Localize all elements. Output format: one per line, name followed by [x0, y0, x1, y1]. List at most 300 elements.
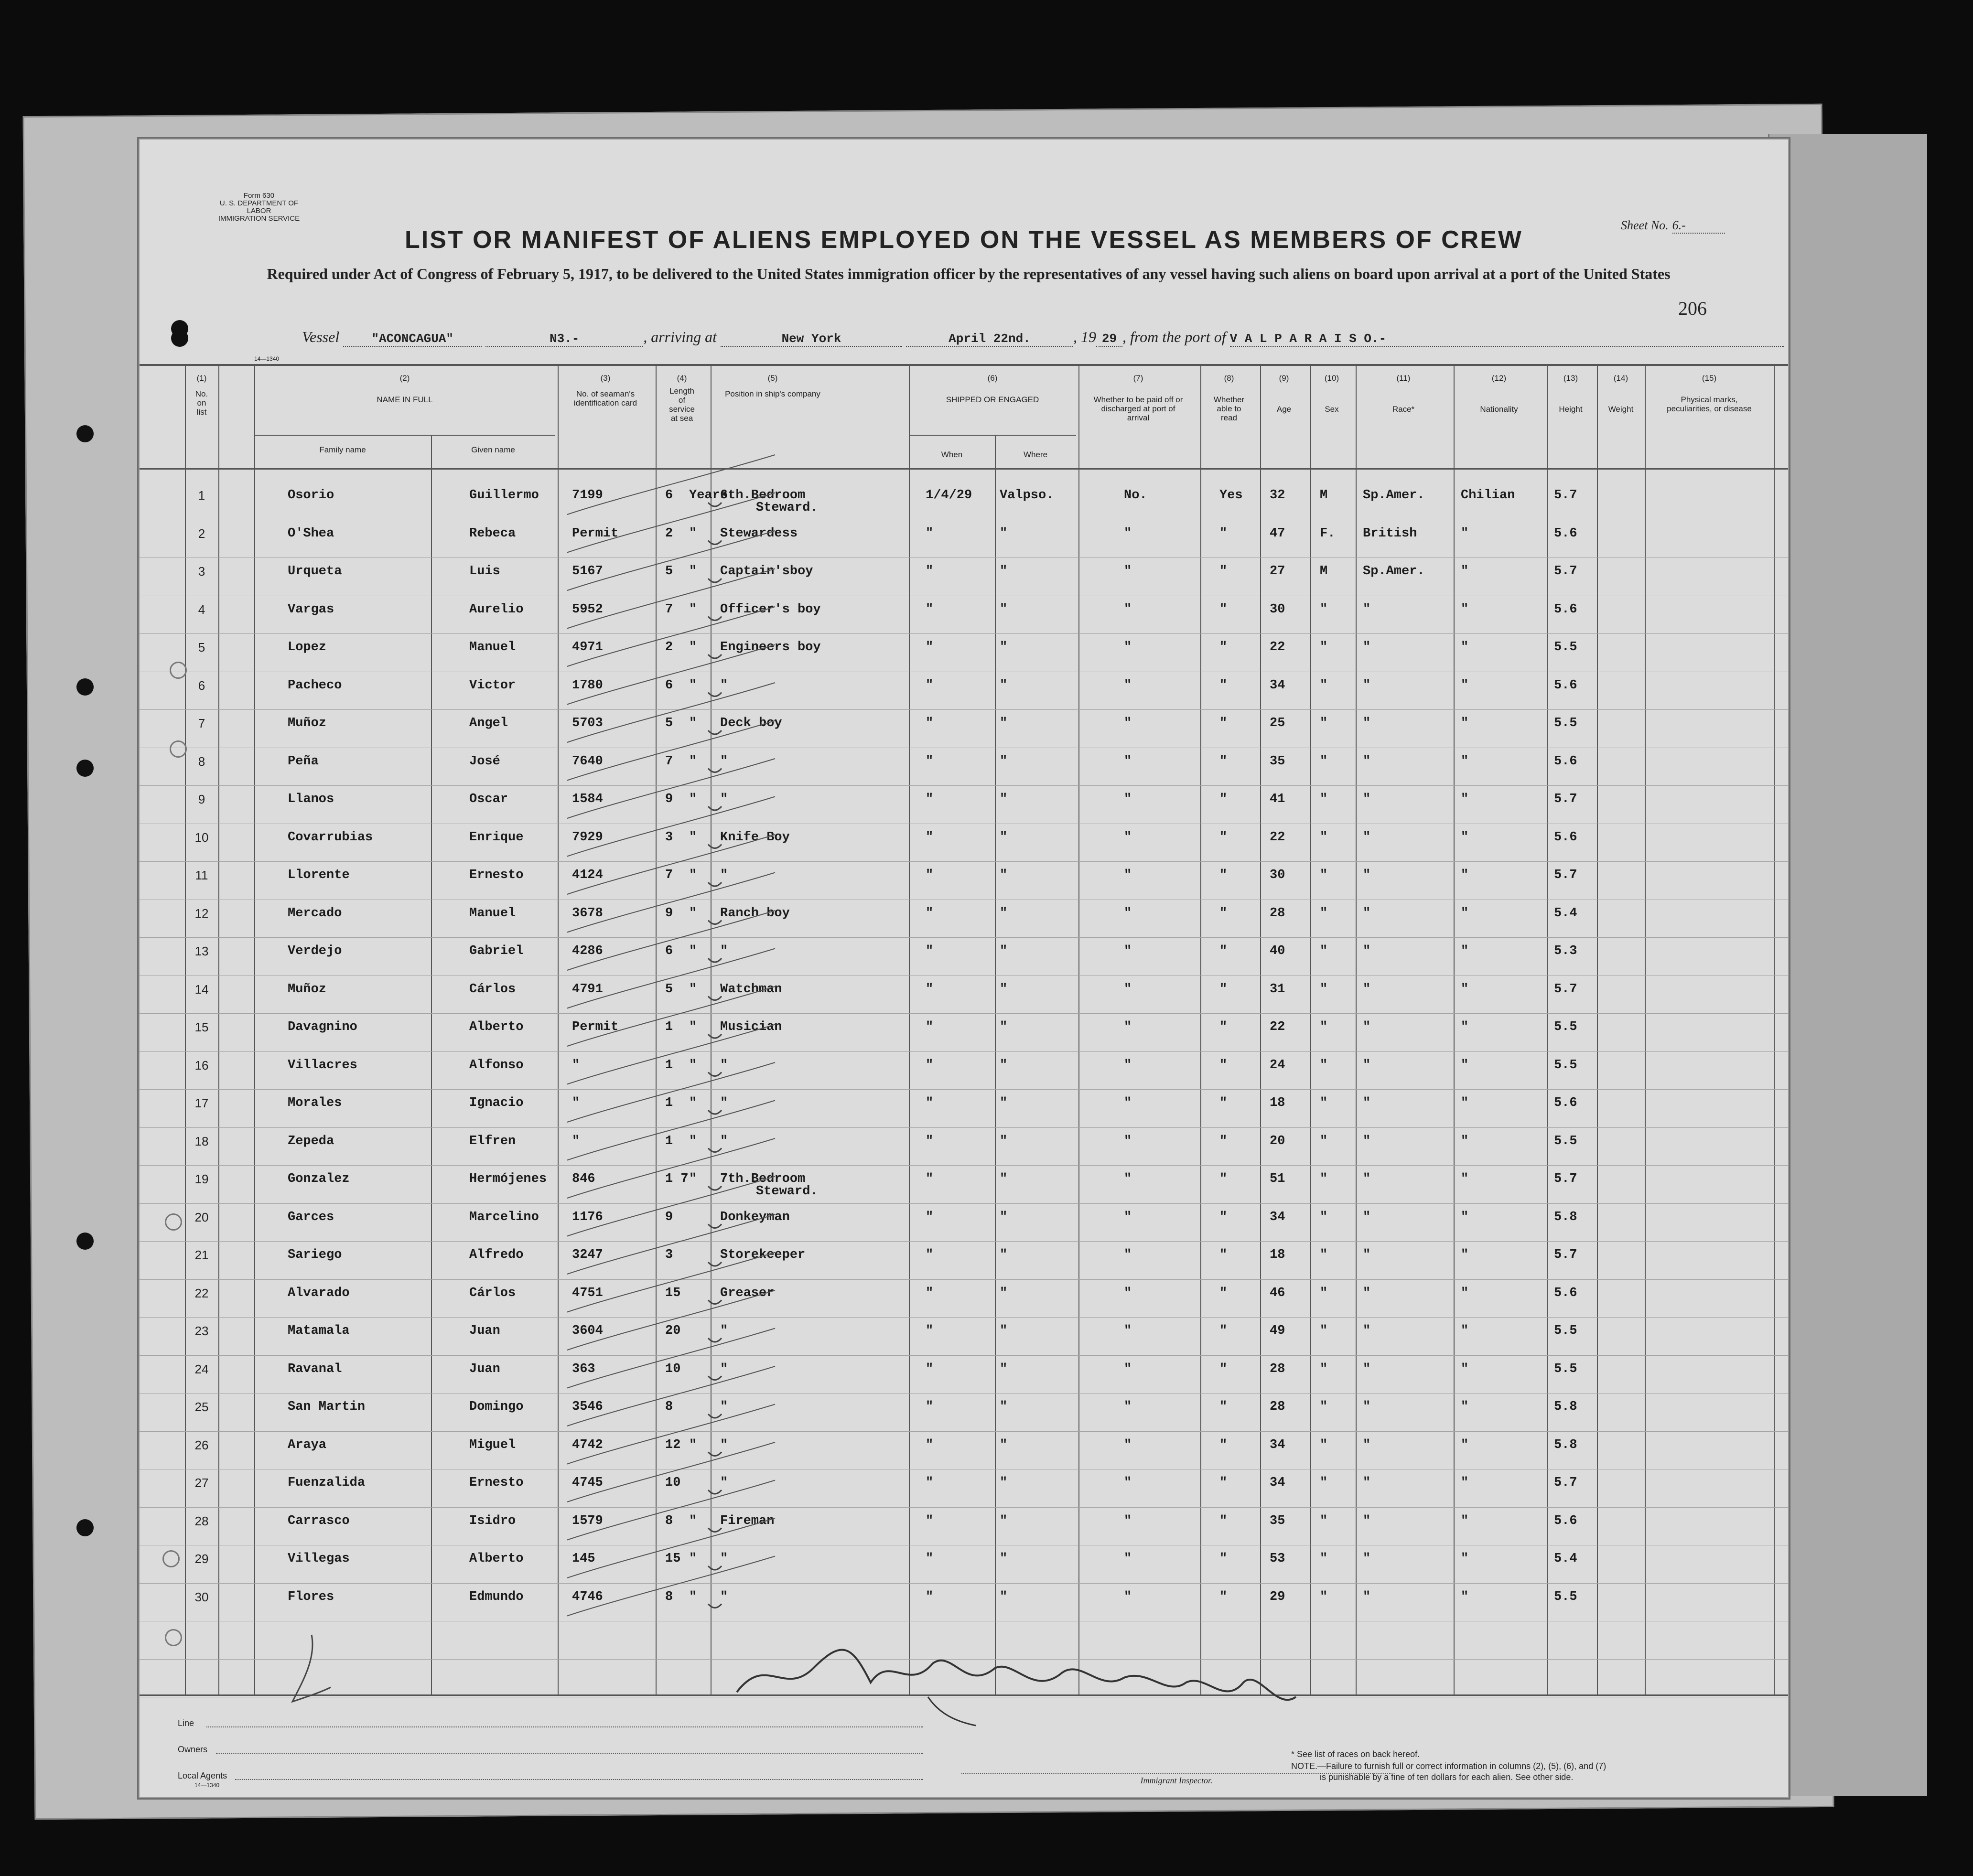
shipped-when: " [926, 868, 934, 882]
owners-field [216, 1753, 923, 1754]
shipped-when: " [926, 1400, 934, 1414]
card-number: 5703 [572, 716, 603, 730]
sex: " [1320, 640, 1328, 654]
row-number: 15 [194, 1020, 209, 1034]
paid-off: " [1124, 678, 1132, 693]
service-length: 6 [665, 944, 673, 958]
service-unit: " [689, 792, 697, 806]
inspector-signature [727, 1625, 1329, 1735]
nationality: " [1461, 1096, 1469, 1110]
age: 25 [1270, 716, 1285, 730]
height: 5.7 [1554, 1248, 1577, 1262]
service-unit: " [689, 1589, 697, 1604]
family-name: Garces [288, 1210, 334, 1224]
tick-mark [708, 1604, 722, 1608]
shipped-where: " [1000, 716, 1008, 730]
shipped-where: " [1000, 1020, 1008, 1034]
height: 5.5 [1554, 716, 1577, 730]
owners-label: Owners [178, 1745, 208, 1754]
family-name: Fuenzalida [288, 1476, 366, 1490]
given-name: Ernesto [469, 868, 524, 882]
service-unit: " [689, 1172, 697, 1186]
tick-mark [708, 769, 722, 772]
check-stroke [567, 1214, 775, 1274]
arriving-label: , arriving at [643, 328, 717, 345]
age: 49 [1270, 1324, 1285, 1338]
tick-mark [708, 1376, 722, 1380]
paid-off: " [1124, 754, 1132, 769]
check-marks [140, 139, 1788, 1797]
nationality: " [1461, 1589, 1469, 1604]
service-unit: " [689, 1513, 697, 1528]
card-number: 3678 [572, 906, 603, 921]
sex: M [1320, 564, 1328, 579]
service-length: 3 [665, 1248, 673, 1262]
check-stroke [567, 683, 775, 742]
able-to-read: " [1219, 1248, 1228, 1262]
position: Watchman [720, 982, 782, 997]
col15-number: (15) [1702, 374, 1717, 383]
age: 22 [1270, 830, 1285, 845]
race: " [1363, 944, 1371, 958]
shipped-when: " [926, 1172, 934, 1186]
row-number: 11 [195, 868, 208, 882]
height: 5.6 [1554, 1286, 1577, 1300]
col12-number: (12) [1491, 374, 1507, 383]
card-number: 5952 [572, 602, 603, 617]
able-to-read: " [1219, 1134, 1228, 1148]
paid-off: " [1124, 602, 1132, 617]
race: " [1363, 1172, 1371, 1186]
family-name: Ravanal [288, 1361, 342, 1376]
age: 28 [1270, 1400, 1285, 1414]
card-number: 1584 [572, 792, 603, 806]
check-stroke [567, 1062, 775, 1122]
col10-label: Sex [1325, 405, 1339, 414]
age: 31 [1270, 982, 1285, 997]
given-name: Gabriel [469, 944, 524, 958]
service-unit: " [689, 716, 697, 730]
height: 5.7 [1554, 1476, 1577, 1490]
family-name: Matamala [288, 1324, 350, 1338]
col7-number: (7) [1133, 374, 1143, 383]
shipped-where: " [1000, 944, 1008, 958]
height: 5.7 [1554, 488, 1577, 503]
service-length: 1 7 [665, 1172, 689, 1186]
race: " [1363, 1058, 1371, 1072]
position: Musician [720, 1020, 782, 1034]
col9-number: (9) [1279, 374, 1289, 383]
col4-number: (4) [677, 374, 687, 383]
position: " [720, 678, 728, 693]
able-to-read: " [1219, 1552, 1228, 1566]
family-name-header: Family name [319, 445, 366, 454]
age: 18 [1270, 1248, 1285, 1262]
shipped-when: " [926, 830, 934, 845]
shipped-where: " [1000, 1286, 1008, 1300]
able-to-read: " [1219, 526, 1228, 541]
service-unit: " [689, 640, 697, 654]
given-name: Juan [469, 1361, 500, 1376]
paid-off: " [1124, 1248, 1132, 1262]
able-to-read: " [1219, 1020, 1228, 1034]
shipped-when: " [926, 1286, 934, 1300]
service-length: 3 [665, 830, 673, 845]
family-name: Gonzalez [288, 1172, 350, 1186]
service-length: 7 [665, 868, 673, 882]
row-number: 23 [194, 1324, 209, 1338]
nationality: " [1461, 1172, 1469, 1186]
sex: " [1320, 1361, 1328, 1376]
row-number: 25 [194, 1400, 209, 1414]
position: Storekeeper [720, 1248, 806, 1262]
form-number: Form 630 [243, 192, 275, 200]
sex: " [1320, 1513, 1328, 1528]
page-stamp: 206 [1678, 298, 1707, 319]
shipped-where: " [1000, 1400, 1008, 1414]
card-number: 4746 [572, 1589, 603, 1604]
given-name: Alfonso [469, 1058, 524, 1072]
able-to-read: " [1219, 1513, 1228, 1528]
family-name: Villacres [288, 1058, 357, 1072]
position: " [720, 944, 728, 958]
service-length: 20 [665, 1324, 681, 1338]
position: Knife Boy [720, 830, 790, 845]
family-name: Osorio [288, 488, 334, 503]
able-to-read: " [1219, 1400, 1228, 1414]
from-port-label: , from the port of [1122, 328, 1226, 345]
tick-mark [708, 579, 722, 582]
shipped-when: " [926, 906, 934, 921]
service-length: 9 [665, 792, 673, 806]
race: " [1363, 1324, 1371, 1338]
paid-off: " [1124, 1134, 1132, 1148]
shipped-where: " [1000, 602, 1008, 617]
height: 5.6 [1554, 830, 1577, 845]
page-title: LIST OR MANIFEST OF ALIENS EMPLOYED ON THE VESSEL AS MEMBERS OF CREW [405, 226, 1523, 254]
paid-off: " [1124, 1513, 1132, 1528]
family-name: Covarrubias [288, 830, 373, 845]
position: " [720, 1058, 728, 1072]
departure-port: V A L P A R A I S O.- [1230, 332, 1784, 347]
shipped-when: " [926, 982, 934, 997]
punch-hole [76, 678, 94, 696]
given-name: Manuel [469, 640, 516, 654]
given-name: Alberto [469, 1020, 524, 1034]
race: " [1363, 830, 1371, 845]
given-name: Hermójenes [469, 1172, 547, 1186]
check-stroke [567, 759, 775, 818]
service-length: 8 [665, 1589, 673, 1604]
age: 22 [1270, 1020, 1285, 1034]
check-stroke [567, 1366, 775, 1426]
card-number: 4742 [572, 1437, 603, 1452]
inspector-label: Immigrant Inspector. [1140, 1776, 1213, 1785]
service-unit: " [689, 602, 697, 617]
height: 5.6 [1554, 678, 1577, 693]
shipped-when: " [926, 564, 934, 579]
shipped-where: " [1000, 792, 1008, 806]
arrival-year: 29 [1096, 332, 1122, 347]
height: 5.3 [1554, 944, 1577, 958]
when-header: When [941, 450, 963, 459]
position: Stewardess [720, 526, 798, 541]
tick-mark [708, 1566, 722, 1570]
check-stroke [567, 493, 775, 553]
family-name: Pacheco [288, 678, 342, 693]
shipped-where: " [1000, 1172, 1008, 1186]
height: 5.8 [1554, 1400, 1577, 1414]
shipped-when: " [926, 678, 934, 693]
shipped-where: Valpso. [1000, 488, 1054, 503]
row-number: 20 [194, 1210, 209, 1224]
given-name: Cárlos [469, 982, 516, 997]
tick-mark [708, 1300, 722, 1304]
nationality: " [1461, 1400, 1469, 1414]
shipped-when: " [926, 1437, 934, 1452]
given-name: Ignacio [469, 1096, 524, 1110]
nationality: " [1461, 830, 1469, 845]
race: " [1363, 906, 1371, 921]
age: 34 [1270, 1437, 1285, 1452]
position: " [720, 1134, 728, 1148]
tick-mark [708, 1224, 722, 1228]
tick-mark [708, 1110, 722, 1114]
col2-label: NAME IN FULL [377, 395, 433, 404]
position: Officer's boy [720, 602, 821, 617]
sex: " [1320, 944, 1328, 958]
col7-label: Whether to be paid off or discharged at port of arrival [1093, 395, 1183, 422]
paid-off: " [1124, 1361, 1132, 1376]
check-stroke [567, 1025, 775, 1084]
sex: " [1320, 1437, 1328, 1452]
tick-mark [708, 1414, 722, 1418]
service-length: 8 [665, 1400, 673, 1414]
row-number: 10 [194, 830, 209, 845]
able-to-read: " [1219, 564, 1228, 579]
paid-off: " [1124, 868, 1132, 882]
sex: M [1320, 488, 1328, 503]
height: 5.7 [1554, 1172, 1577, 1186]
nationality: " [1461, 1248, 1469, 1262]
paid-off: " [1124, 1210, 1132, 1224]
age: 30 [1270, 868, 1285, 882]
family-name: Flores [288, 1589, 334, 1604]
paid-off: " [1124, 640, 1132, 654]
service-unit: " [689, 1096, 697, 1110]
sex: " [1320, 1058, 1328, 1072]
position: " [720, 1476, 728, 1490]
shipped-where: " [1000, 564, 1008, 579]
age: 28 [1270, 906, 1285, 921]
position: " [720, 1324, 728, 1338]
col14-label: Weight [1608, 405, 1634, 414]
shipped-when: " [926, 792, 934, 806]
sex: " [1320, 716, 1328, 730]
age: 22 [1270, 640, 1285, 654]
sex: " [1320, 906, 1328, 921]
age: 18 [1270, 1096, 1285, 1110]
shipped-where: " [1000, 640, 1008, 654]
race: " [1363, 1096, 1371, 1110]
paid-off: " [1124, 944, 1132, 958]
family-name: Llanos [288, 792, 334, 806]
card-number: " [572, 1134, 580, 1148]
service-length: 7 [665, 602, 673, 617]
sex: " [1320, 830, 1328, 845]
card-number: 4286 [572, 944, 603, 958]
given-name: Domingo [469, 1400, 524, 1414]
race: " [1363, 1248, 1371, 1262]
able-to-read: " [1219, 1210, 1228, 1224]
given-name: Alfredo [469, 1248, 524, 1262]
row-number: 18 [194, 1134, 209, 1148]
given-name: Aurelio [469, 602, 524, 617]
given-name: Juan [469, 1324, 500, 1338]
age: 40 [1270, 944, 1285, 958]
col6-label: SHIPPED OR ENGAGED [946, 395, 1039, 404]
height: 5.5 [1554, 640, 1577, 654]
nationality: " [1461, 944, 1469, 958]
agents-field [235, 1779, 923, 1780]
row-number: 21 [194, 1248, 209, 1262]
service-length: 7 [665, 754, 673, 769]
nationality: " [1461, 564, 1469, 579]
service-length: 5 [665, 716, 673, 730]
race: " [1363, 1134, 1371, 1148]
vessel-label: Vessel [302, 328, 340, 345]
paid-off: " [1124, 716, 1132, 730]
service-length: 5 [665, 982, 673, 997]
position: " [720, 1437, 728, 1452]
card-number: 4971 [572, 640, 603, 654]
shipped-where: " [1000, 526, 1008, 541]
sex: " [1320, 868, 1328, 882]
given-name: Cárlos [469, 1286, 516, 1300]
punch-hole [76, 1519, 94, 1536]
nationality: " [1461, 678, 1469, 693]
paid-off: " [1124, 982, 1132, 997]
family-name: Davagnino [288, 1020, 357, 1034]
where-header: Where [1023, 450, 1048, 459]
service-length: 8 [665, 1513, 673, 1528]
card-number: 3604 [572, 1324, 603, 1338]
position: " [720, 1552, 728, 1566]
service-length: 12 [665, 1437, 681, 1452]
nationality: " [1461, 1437, 1469, 1452]
row-number: 8 [198, 754, 205, 769]
able-to-read: " [1219, 640, 1228, 654]
race: " [1363, 1400, 1371, 1414]
position: " [720, 1400, 728, 1414]
race: " [1363, 1476, 1371, 1490]
card-number: 1176 [572, 1210, 603, 1224]
punch-hole [171, 320, 188, 337]
height: 5.8 [1554, 1210, 1577, 1224]
service-length: 9 [665, 1210, 673, 1224]
service-unit: " [689, 1058, 697, 1072]
col14-number: (14) [1613, 374, 1628, 383]
vessel-name: "ACONCAGUA" [343, 332, 482, 347]
race: " [1363, 602, 1371, 617]
shipped-where: " [1000, 1513, 1008, 1528]
shipped-when: " [926, 1361, 934, 1376]
shipped-where: " [1000, 830, 1008, 845]
tick-mark [708, 997, 722, 1000]
col10-number: (10) [1324, 374, 1339, 383]
card-number: 4751 [572, 1286, 603, 1300]
sex: " [1320, 1476, 1328, 1490]
tick-mark [708, 730, 722, 734]
family-name: Araya [288, 1437, 327, 1452]
position: Captain'sboy [720, 564, 813, 579]
sex: " [1320, 678, 1328, 693]
shipped-when: " [926, 1589, 934, 1604]
height: 5.7 [1554, 564, 1577, 579]
line-label: Line [178, 1718, 194, 1728]
race: Sp.Amer. [1363, 564, 1425, 579]
paid-off: " [1124, 906, 1132, 921]
sex: " [1320, 982, 1328, 997]
age: 20 [1270, 1134, 1285, 1148]
able-to-read: " [1219, 1058, 1228, 1072]
given-name: Marcelino [469, 1210, 539, 1224]
race: " [1363, 1286, 1371, 1300]
age: 35 [1270, 754, 1285, 769]
able-to-read: " [1219, 868, 1228, 882]
service-unit: " [689, 906, 697, 921]
able-to-read: " [1219, 1437, 1228, 1452]
family-name: Verdejo [288, 944, 342, 958]
given-name: Angel [469, 716, 508, 730]
able-to-read: " [1219, 1096, 1228, 1110]
given-name: Enrique [469, 830, 524, 845]
reinforcement-ring [165, 1213, 182, 1231]
paid-off: " [1124, 1437, 1132, 1452]
shipped-when: " [926, 526, 934, 541]
able-to-read: " [1219, 1476, 1228, 1490]
tick-mark [708, 503, 722, 506]
card-number: 1579 [572, 1513, 603, 1528]
form-department: U. S. DEPARTMENT OF LABOR [219, 199, 299, 215]
shipped-when: " [926, 602, 934, 617]
service-length: 1 [665, 1096, 673, 1110]
family-name: Vargas [288, 602, 334, 617]
col3-number: (3) [600, 374, 611, 383]
height: 5.5 [1554, 1589, 1577, 1604]
paid-off: " [1124, 1552, 1132, 1566]
row-number: 6 [198, 678, 205, 693]
service-unit: " [689, 944, 697, 958]
card-number: 846 [572, 1172, 595, 1186]
shipped-when: " [926, 944, 934, 958]
col1-label: No. on list [195, 389, 208, 417]
height: 5.7 [1554, 868, 1577, 882]
agents-label: Local Agents [178, 1771, 227, 1780]
col13-number: (13) [1563, 374, 1578, 383]
card-number: 7929 [572, 830, 603, 845]
age: 29 [1270, 1589, 1285, 1604]
manifest-sheet [139, 139, 1789, 1798]
card-number: 363 [572, 1361, 595, 1376]
nationality: " [1461, 526, 1469, 541]
tick-mark [708, 882, 722, 886]
paid-off: " [1124, 1058, 1132, 1072]
shipped-when: 1/4/29 [926, 488, 972, 503]
given-name: Edmundo [469, 1589, 524, 1604]
age: 32 [1270, 488, 1285, 503]
shipped-when: " [926, 1210, 934, 1224]
